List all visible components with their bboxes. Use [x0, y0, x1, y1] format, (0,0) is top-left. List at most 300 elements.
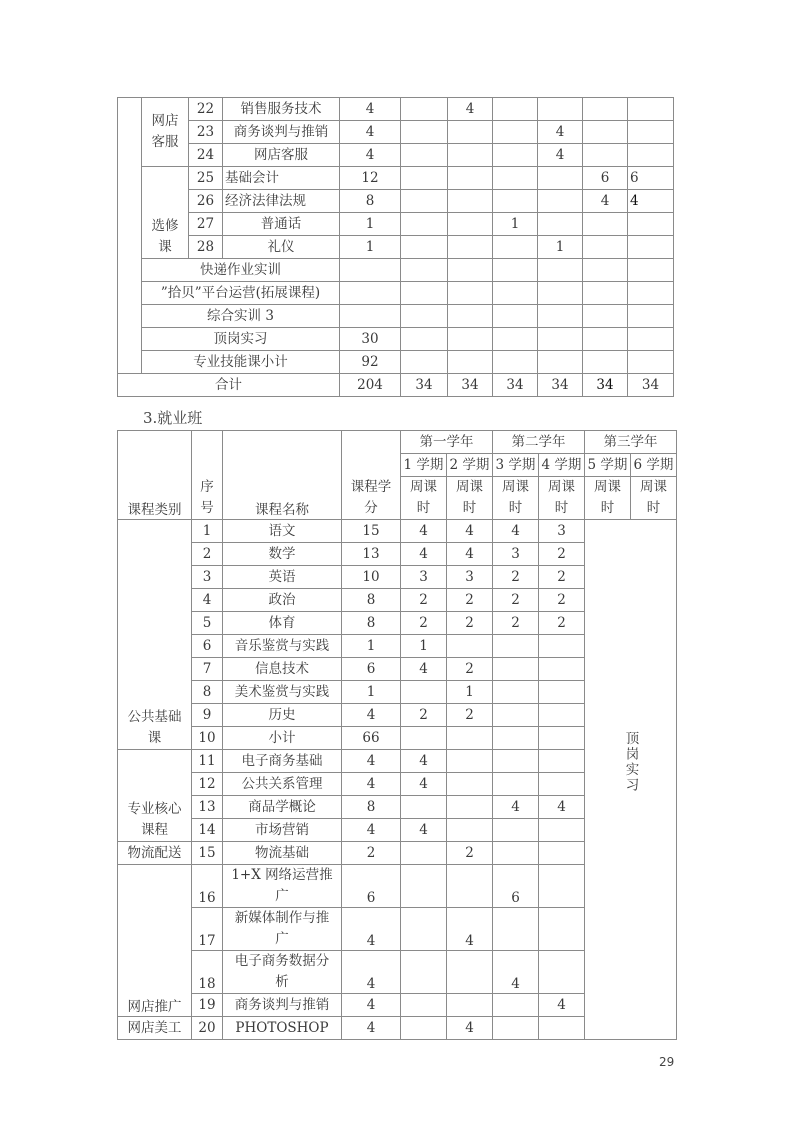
sem-cell	[448, 328, 493, 351]
sem-cell	[583, 305, 628, 328]
sem-cell	[493, 351, 538, 374]
sem-cell	[493, 167, 538, 190]
sem-cell	[401, 908, 447, 951]
header-text: 周课	[502, 479, 529, 495]
sem-cell	[448, 351, 493, 374]
credits-cell: 8	[342, 796, 401, 819]
sem-cell: 1	[493, 213, 538, 236]
total-sem: 34	[538, 374, 583, 397]
sem-cell: 4	[401, 750, 447, 773]
group-label: 课	[158, 239, 172, 255]
sem-cell: 4	[448, 98, 493, 121]
table-row	[118, 167, 674, 190]
sem-cell	[628, 305, 674, 328]
sem-cell: 2	[447, 704, 493, 727]
course-name-cell: 专业技能课小计	[142, 351, 340, 374]
seq-cell: 17	[192, 908, 223, 951]
sem-cell	[583, 213, 628, 236]
sem-cell: 1	[401, 635, 447, 658]
sem-cell	[401, 351, 448, 374]
sem-cell	[401, 796, 447, 819]
sem-cell	[401, 328, 448, 351]
sem-cell	[539, 842, 585, 865]
group-label: 网店美工	[127, 1020, 182, 1036]
sem-cell: 2	[493, 612, 539, 635]
sem-cell: 3	[401, 566, 447, 589]
sem-cell	[628, 351, 674, 374]
sem-cell	[539, 750, 585, 773]
course-name-text: 1+X 网络运营推	[231, 867, 333, 883]
sem-cell	[583, 236, 628, 259]
sem-cell	[493, 704, 539, 727]
header-weekly-hours	[401, 477, 447, 520]
sem-cell	[493, 681, 539, 704]
credits-cell: 4	[342, 704, 401, 727]
sem-cell	[539, 1017, 585, 1040]
sem-cell	[401, 121, 448, 144]
sem-cell	[538, 98, 583, 121]
course-name-cell: 音乐鉴赏与实践	[223, 635, 342, 658]
sem-cell	[447, 951, 493, 994]
sem-cell	[401, 167, 448, 190]
header-year-1: 第一学年	[401, 431, 493, 454]
sem-cell	[401, 98, 448, 121]
outer-category-cell	[118, 98, 142, 374]
sem-cell: 4	[493, 520, 539, 543]
header-weekly-hours	[493, 477, 539, 520]
seq-cell: 6	[192, 635, 223, 658]
sem-cell: 2	[539, 566, 585, 589]
course-name-text: 新媒体制作与推	[234, 910, 330, 926]
course-name-cell: 小计	[223, 727, 342, 750]
course-name-cell: 美术鉴赏与实践	[223, 681, 342, 704]
sem-cell	[447, 819, 493, 842]
course-name-cell: 经济法律法规	[223, 190, 340, 213]
sem-cell	[538, 190, 583, 213]
course-name-cell: 历史	[223, 704, 342, 727]
total-sem: 34	[628, 374, 674, 397]
group-label: 客服	[151, 134, 179, 150]
course-name-cell: 公共关系管理	[223, 773, 342, 796]
page-number: 29	[659, 1055, 675, 1069]
group-promotion	[118, 865, 192, 1017]
seq-cell: 10	[192, 727, 223, 750]
course-name-cell: ”拾贝”平台运营(拓展课程)	[142, 282, 340, 305]
seq-cell: 8	[192, 681, 223, 704]
group-public-basic	[118, 520, 192, 750]
sem-cell	[493, 259, 538, 282]
course-name-cell: 体育	[223, 612, 342, 635]
course-name-cell: 快递作业实训	[142, 259, 340, 282]
sem-cell	[448, 213, 493, 236]
header-weekly-hours	[447, 477, 493, 520]
sem-cell	[583, 328, 628, 351]
curriculum-table-continued	[117, 97, 674, 397]
header-weekly-hours	[539, 477, 585, 520]
sem-cell	[401, 144, 448, 167]
course-name-cell	[223, 951, 342, 994]
sem-cell: 2	[539, 612, 585, 635]
seq-cell: 27	[189, 213, 223, 236]
table-body	[118, 520, 677, 1040]
header-text: 周课	[548, 479, 575, 495]
header-year-2: 第二学年	[493, 431, 585, 454]
course-name-cell: 商务谈判与推销	[223, 121, 340, 144]
credits-cell: 6	[342, 865, 401, 908]
sem-cell	[401, 994, 447, 1017]
table-row	[118, 98, 674, 121]
sem-cell: 4	[539, 796, 585, 819]
header-semester: 1 学期	[401, 454, 447, 477]
sem-cell	[628, 98, 674, 121]
sem-cell	[448, 167, 493, 190]
seq-cell: 14	[192, 819, 223, 842]
credits-cell: 4	[340, 144, 401, 167]
sem-cell	[447, 796, 493, 819]
seq-cell: 13	[192, 796, 223, 819]
sem-cell	[447, 635, 493, 658]
header-text: 周课	[456, 479, 483, 495]
header-semester: 6 学期	[631, 454, 677, 477]
sem-cell	[401, 951, 447, 994]
table-row	[118, 328, 674, 351]
course-name-cell: 销售服务技术	[223, 98, 340, 121]
sem-cell	[539, 908, 585, 951]
header-text: 分	[364, 500, 378, 516]
sem-cell	[493, 842, 539, 865]
seq-cell: 20	[192, 1017, 223, 1040]
header-semester: 5 学期	[585, 454, 631, 477]
total-row	[118, 374, 674, 397]
credits-cell	[340, 259, 401, 282]
credits-cell: 4	[342, 750, 401, 773]
sem-cell: 6	[583, 167, 628, 190]
sem-cell	[539, 819, 585, 842]
sem-cell	[538, 305, 583, 328]
course-name-cell: 综合实训 3	[142, 305, 340, 328]
sem-cell	[401, 282, 448, 305]
sem-cell	[583, 98, 628, 121]
sem-cell: 2	[447, 658, 493, 681]
course-name-cell: 政治	[223, 589, 342, 612]
sem-cell: 4	[447, 908, 493, 951]
sem-cell	[447, 727, 493, 750]
total-sem: 34	[583, 374, 628, 397]
sem-cell: 2	[401, 704, 447, 727]
sem-cell	[448, 144, 493, 167]
sem-cell	[448, 259, 493, 282]
header-semester: 3 学期	[493, 454, 539, 477]
credits-cell: 4	[340, 98, 401, 121]
sem-cell	[583, 259, 628, 282]
course-name-cell	[223, 908, 342, 951]
sem-cell	[493, 236, 538, 259]
sem-cell	[448, 190, 493, 213]
sem-cell	[539, 635, 585, 658]
sem-cell	[493, 98, 538, 121]
seq-cell: 15	[192, 842, 223, 865]
sem-cell	[401, 727, 447, 750]
header-weekly-hours	[631, 477, 677, 520]
sem-cell: 2	[493, 566, 539, 589]
course-name-text: 广	[275, 931, 289, 947]
sem-cell	[493, 282, 538, 305]
sem-cell	[493, 328, 538, 351]
credits-cell: 2	[342, 842, 401, 865]
sem-cell	[539, 658, 585, 681]
header-text: 课程学	[350, 479, 392, 495]
header-text: 序	[200, 479, 214, 495]
seq-cell: 28	[189, 236, 223, 259]
credits-cell: 92	[340, 351, 401, 374]
group-label: 网店	[151, 113, 179, 129]
sem-cell	[583, 144, 628, 167]
group-xuanxiu	[142, 167, 189, 259]
seq-cell: 11	[192, 750, 223, 773]
group-label: 专业核心	[127, 801, 182, 817]
sem-cell	[539, 865, 585, 908]
sem-cell	[401, 1017, 447, 1040]
header-text: 时	[554, 500, 569, 516]
sem-cell: 4	[401, 543, 447, 566]
sem-cell	[583, 351, 628, 374]
sem-cell: 4	[538, 121, 583, 144]
credits-cell	[340, 305, 401, 328]
sem-cell	[539, 704, 585, 727]
header-semester: 2 学期	[447, 454, 493, 477]
credits-cell: 12	[340, 167, 401, 190]
sem-cell	[401, 236, 448, 259]
credits-cell: 4	[342, 994, 401, 1017]
group-label: 物流配送	[127, 845, 182, 861]
header-category: 课程类别	[118, 431, 192, 520]
group-logistics	[118, 842, 192, 865]
group-label: 公共基础	[127, 709, 182, 725]
credits-cell: 4	[342, 908, 401, 951]
seq-cell: 7	[192, 658, 223, 681]
internship-cell	[585, 520, 677, 1040]
sem-cell	[493, 773, 539, 796]
sem-cell: 3	[493, 543, 539, 566]
credits-cell: 6	[342, 658, 401, 681]
header-text: 时	[646, 500, 661, 516]
sem-cell	[448, 282, 493, 305]
sem-cell: 2	[493, 589, 539, 612]
total-sem: 34	[448, 374, 493, 397]
course-name-cell: 市场营销	[223, 819, 342, 842]
sem-cell: 4	[538, 144, 583, 167]
sem-cell	[628, 328, 674, 351]
table-row	[118, 236, 674, 259]
course-name-cell	[223, 865, 342, 908]
sem-cell: 6	[628, 167, 674, 190]
sem-cell	[401, 213, 448, 236]
sem-cell: 4	[401, 819, 447, 842]
credits-cell: 4	[342, 1017, 401, 1040]
header-text: 时	[462, 500, 477, 516]
course-name-cell: 网店客服	[223, 144, 340, 167]
total-label: 合计	[118, 374, 340, 397]
header-semester: 4 学期	[539, 454, 585, 477]
sem-cell	[448, 121, 493, 144]
course-name-text: 广	[275, 888, 289, 904]
seq-cell: 2	[192, 543, 223, 566]
group-core	[118, 750, 192, 842]
sem-cell: 4	[628, 190, 674, 213]
seq-cell: 19	[192, 994, 223, 1017]
credits-cell: 4	[342, 773, 401, 796]
seq-cell: 22	[189, 98, 223, 121]
table-row	[118, 282, 674, 305]
sem-cell	[401, 305, 448, 328]
group-label: 网店推广	[127, 999, 182, 1015]
course-name-cell: 礼仪	[223, 236, 340, 259]
sem-cell	[493, 121, 538, 144]
top-table-body	[118, 98, 674, 397]
sem-cell	[538, 328, 583, 351]
group-label: 选修	[151, 218, 179, 234]
sem-cell: 4	[401, 520, 447, 543]
course-name-cell: 商品学概论	[223, 796, 342, 819]
sem-cell: 4	[493, 796, 539, 819]
seq-cell: 18	[192, 951, 223, 994]
sem-cell	[628, 213, 674, 236]
seq-cell: 25	[189, 167, 223, 190]
sem-cell	[538, 213, 583, 236]
sem-cell: 2	[539, 543, 585, 566]
credits-cell: 15	[342, 520, 401, 543]
group-kefu	[142, 98, 189, 167]
sem-cell	[493, 908, 539, 951]
group-art	[118, 1017, 192, 1040]
seq-cell: 23	[189, 121, 223, 144]
sem-cell: 2	[447, 589, 493, 612]
sem-cell	[628, 144, 674, 167]
sem-cell: 2	[401, 612, 447, 635]
group-label: 课程	[141, 822, 168, 838]
seq-cell: 24	[189, 144, 223, 167]
course-name-cell: 顶岗实习	[142, 328, 340, 351]
header-text: 时	[416, 500, 431, 516]
sem-cell: 4	[493, 951, 539, 994]
sem-cell	[493, 635, 539, 658]
sem-cell	[401, 681, 447, 704]
sem-cell	[401, 259, 448, 282]
course-name-cell: 语文	[223, 520, 342, 543]
seq-cell: 3	[192, 566, 223, 589]
table-row	[118, 144, 674, 167]
course-name-text: 电子商务数据分	[234, 953, 330, 969]
seq-cell: 1	[192, 520, 223, 543]
course-name-cell: 物流基础	[223, 842, 342, 865]
credits-cell: 66	[342, 727, 401, 750]
seq-cell: 12	[192, 773, 223, 796]
employment-class-curriculum-table	[117, 430, 677, 1040]
header-text: 号	[200, 500, 214, 516]
table-row	[118, 520, 677, 543]
credits-cell: 30	[340, 328, 401, 351]
course-name-cell: 基础会计	[223, 167, 340, 190]
sem-cell	[583, 121, 628, 144]
header-seq	[192, 431, 223, 520]
credits-cell: 8	[342, 612, 401, 635]
sem-cell	[538, 167, 583, 190]
sem-cell	[628, 236, 674, 259]
credits-cell: 13	[342, 543, 401, 566]
table-row	[118, 213, 674, 236]
sem-cell	[493, 190, 538, 213]
sem-cell: 3	[447, 566, 493, 589]
course-name-cell: 英语	[223, 566, 342, 589]
sem-cell: 4	[447, 520, 493, 543]
header-course-name: 课程名称	[223, 431, 342, 520]
table-row	[118, 121, 674, 144]
credits-cell: 8	[342, 589, 401, 612]
sem-cell	[448, 305, 493, 328]
table-row	[118, 190, 674, 213]
sem-cell: 4	[401, 658, 447, 681]
sem-cell	[539, 773, 585, 796]
seq-cell: 16	[192, 865, 223, 908]
sem-cell	[401, 865, 447, 908]
course-name-cell: 商务谈判与推销	[223, 994, 342, 1017]
sem-cell: 2	[401, 589, 447, 612]
sem-cell: 4	[447, 543, 493, 566]
credits-cell	[340, 282, 401, 305]
sem-cell: 4	[401, 773, 447, 796]
table-row	[118, 351, 674, 374]
sem-cell	[401, 842, 447, 865]
credits-cell: 1	[342, 681, 401, 704]
sem-cell	[447, 750, 493, 773]
sem-cell	[628, 282, 674, 305]
sem-cell	[538, 282, 583, 305]
sem-cell	[493, 658, 539, 681]
header-text: 时	[600, 500, 615, 516]
sem-cell: 1	[447, 681, 493, 704]
sem-cell	[493, 144, 538, 167]
sem-cell: 4	[539, 994, 585, 1017]
course-name-cell: 数学	[223, 543, 342, 566]
table-header	[118, 431, 677, 520]
sem-cell	[539, 681, 585, 704]
sem-cell: 2	[447, 842, 493, 865]
sem-cell: 4	[583, 190, 628, 213]
sem-cell	[628, 259, 674, 282]
total-credits: 204	[340, 374, 401, 397]
credits-cell: 1	[342, 635, 401, 658]
course-name-cell: PHOTOSHOP	[223, 1017, 342, 1040]
sem-cell	[539, 951, 585, 994]
section-title: 3.就业班	[143, 409, 203, 427]
sem-cell	[493, 750, 539, 773]
group-label: 课	[147, 730, 162, 746]
sem-cell	[447, 865, 493, 908]
credits-cell: 4	[342, 951, 401, 994]
credits-cell: 4	[342, 819, 401, 842]
sem-cell	[493, 727, 539, 750]
sem-cell	[448, 236, 493, 259]
header-credits	[342, 431, 401, 520]
credits-cell: 8	[340, 190, 401, 213]
sem-cell	[493, 305, 538, 328]
sem-cell	[538, 259, 583, 282]
sem-cell: 2	[539, 589, 585, 612]
seq-cell: 5	[192, 612, 223, 635]
header-text: 周课	[640, 479, 667, 495]
table-row	[118, 305, 674, 328]
internship-label: 顶岗实习	[622, 731, 639, 793]
